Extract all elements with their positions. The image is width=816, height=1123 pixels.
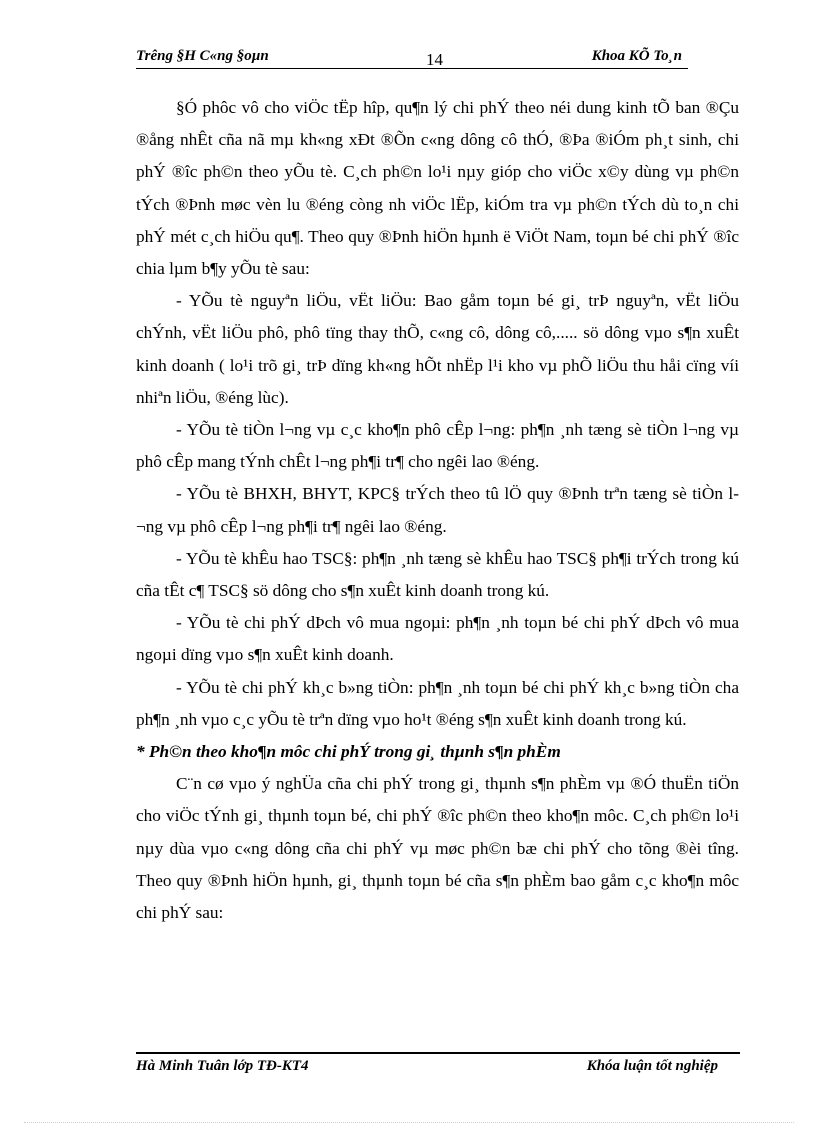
list-item-depreciation: - YÕu tè khÊu hao TSC§: ph¶n ¸nh tæng sè khÊu hao TSC§ ph¶i trÝch trong kú cña tÊt c¶ TSC§ sö dông cho s¶n xuÊt kinh doanh trong kú. <box>136 548 739 601</box>
footer-author: Hà Minh Tuân lớp TĐ-KT4 <box>136 1058 309 1074</box>
header-department: Khoa KÕ To¸n <box>591 48 682 64</box>
list-item-outsourced-services: - YÕu tè chi phÝ dÞch vô mua ngoµi: ph¶n ¸nh toµn bé chi phÝ dÞch vô mua ngoµi dïng vµo s¶n xuÊt kinh doanh. <box>136 613 739 665</box>
page-header <box>136 46 688 68</box>
section-paragraph: C¨n cø vµo ý nghÜa cña chi phÝ trong gi¸ thµnh s¶n phÈm vµ ®Ó thuËn tiÖn cho viÖc tÝnh gi¸ thµnh toµn bé, chi phÝ ®îc ph©n theo kho¶n môc. C¸ch ph©n lo¹i nµy dùa vµo c«ng dông cña chi phÝ vµ møc ph©n bæ chi phÝ cho tõng ®èi tîng. Theo quy ®Þnh hiÖn hµnh, gi¸ thµnh toµn bé cña s¶n phÈm bao gåm c¸c kho¶n môc chi phÝ sau: <box>136 774 739 923</box>
footer-divider <box>136 1052 740 1054</box>
document-body <box>136 92 739 929</box>
footer-thesis-label: Khóa luận tốt nghiệp <box>586 1058 718 1074</box>
header-divider <box>136 68 688 69</box>
section-heading: * Ph©n theo kho¶n môc chi phÝ trong gi¸ thµnh s¶n phÈm <box>136 742 561 762</box>
list-item-wages: - YÕu tè tiÒn l¬ng vµ c¸c kho¶n phô cÊp l¬ng: ph¶n ¸nh tæng sè tiÒn l¬ng vµ phô cÊp mang tÝnh chÊt l¬ng ph¶i tr¶ cho ngêi lao ®éng. <box>136 420 739 472</box>
page-footer <box>136 1058 740 1080</box>
body-paragraph: §Ó phôc vô cho viÖc tËp hîp, qu¶n lý chi phÝ theo néi dung kinh tÕ ban ®Çu ®ång nhÊt cña nã mµ kh«ng xÐt ®Õn c«ng dông cô thÓ, ®Þa ®iÓm ph¸t sinh, chi phÝ ®îc ph©n theo yÕu tè. C¸ch ph©n lo¹i nµy gióp cho viÖc x©y dùng vµ ph©n tÝch ®Þnh møc vèn lu ®éng còng nh viÖc lËp, kiÓm tra vµ ph©n tÝch dù to¸n chi phÝ mét c¸ch hiÖu qu¶. Theo quy ®Þnh hiÖn hµnh ë ViÖt Nam, toµn bé chi phÝ ®îc chia lµm b¶y yÕu tè sau: <box>136 98 739 279</box>
list-item-other-cash-costs: - YÕu tè chi phÝ kh¸c b»ng tiÒn: ph¶n ¸nh toµn bé chi phÝ kh¸c b»ng tiÒn cha ph¶n ¸nh vµo c¸c yÕu tè trªn dïng vµo ho¹t ®éng s¶n xuÊt kinh doanh trong kú. <box>136 677 739 729</box>
page-number: 14 <box>426 50 443 69</box>
header-school-name: Trêng §H C«ng §oµn <box>136 48 269 64</box>
list-item-insurance: - YÕu tè BHXH, BHYT, KPC§ trÝch theo tû lÖ quy ®Þnh trªn tæng sè tiÒn l¬ng vµ phô cÊp l¬ng ph¶i tr¶ ngêi lao ®éng. <box>136 484 739 536</box>
list-item-materials: - YÕu tè nguyªn liÖu, vËt liÖu: Bao gåm toµn bé gi¸ trÞ nguyªn, vËt liÖu chÝnh, vËt liÖu phô, phô tïng thay thÕ, c«ng cô, dông cô,..... sö dông vµo s¶n xuÊt kinh doanh ( lo¹i trõ gi¸ trÞ dïng kh«ng hÕt nhËp l¹i kho vµ phÕ liÖu thu håi cïng víi nhiªn liÖu, ®éng lùc). <box>136 291 739 407</box>
